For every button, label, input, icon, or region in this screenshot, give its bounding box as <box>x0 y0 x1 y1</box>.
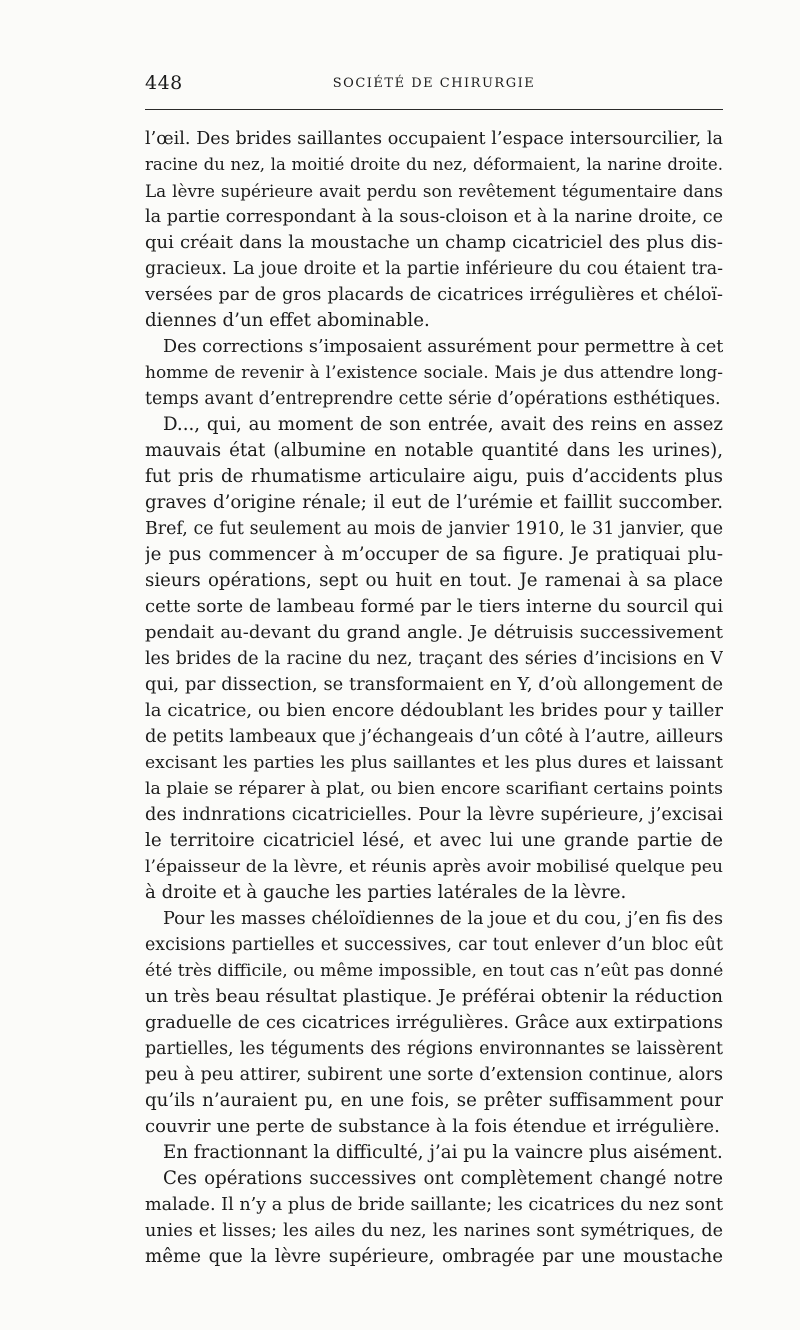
page-header <box>145 72 723 100</box>
text-line: excisions partielles et successives, car tout enlever d’un bloc eût <box>145 935 723 955</box>
text-line: des indnrations cicatricielles. Pour la lèvre supérieure, j’excisai <box>145 804 723 825</box>
text-line: Pour les masses chéloïdiennes de la joue et du cou, j’en fis des <box>163 909 723 929</box>
page-number: 448 <box>145 72 183 94</box>
text-line: qui créait dans la moustache un champ cicatriciel des plus dis- <box>145 232 723 253</box>
text-line: temps avant d’entreprendre cette série d’opérations esthétiques. <box>145 389 721 409</box>
text-line: qui, par dissection, se transformaient en Y, d’où allongement de <box>145 674 723 695</box>
body-text <box>145 126 723 1270</box>
text-line: couvrir une perte de substance à la fois étendue et irrégulière. <box>145 1116 720 1137</box>
text-line: Bref, ce fut seulement au mois de janvier 1910, le 31 janvier, que <box>145 519 723 539</box>
header-rule <box>145 109 723 110</box>
text-line: D..., qui, au moment de son entrée, avait des reins en assez <box>163 414 723 435</box>
text-line: la plaie se réparer à plat, ou bien encore scarifiant certains points <box>145 779 723 799</box>
text-line: graduelle de ces cicatrices irrégulières. Grâce aux extirpations <box>145 1012 723 1033</box>
text-line: Ces opérations successives ont complètement changé notre <box>163 1168 723 1189</box>
text-line: les brides de la racine du nez, traçant des séries d’incisions en V <box>145 649 723 669</box>
text-line: racine du nez, la moitié droite du nez, déformaient, la narine droite. <box>145 155 723 174</box>
text-line: partielles, les téguments des régions environnantes se laissèrent <box>145 1039 723 1059</box>
text-line: pendait au-devant du grand angle. Je détruisis successivement <box>145 622 723 643</box>
text-line: malade. Il n’y a plus de bride saillante; les cicatrices du nez sont <box>145 1195 723 1215</box>
text-line: l’œil. Des brides saillantes occupaient l’espace intersourcilier, la <box>145 129 723 149</box>
text-line: même que la lèvre supérieure, ombragée par une moustache <box>145 1246 723 1267</box>
text-line: de petits lambeaux que j’échangeais d’un côté à l’autre, ailleurs <box>145 726 723 747</box>
text-line: unies et lisses; les ailes du nez, les narines sont symétriques, de <box>145 1221 723 1241</box>
text-line: Des corrections s’imposaient assurément pour permettre à cet <box>163 337 723 357</box>
text-line: homme de revenir à l’existence sociale. Mais je dus attendre long- <box>145 363 723 383</box>
text-line: l’épaisseur de la lèvre, et réunis après avoir mobilisé quelque peu <box>145 857 723 877</box>
text-line: qu’ils n’auraient pu, en une fois, se prêter suffisamment pour <box>145 1090 723 1111</box>
running-title: SOCIÉTÉ DE CHIRURGIE <box>332 76 536 91</box>
text-line: la partie correspondant à la sous-cloison et à la narine droite, ce <box>145 207 723 227</box>
text-line: été très difficile, ou même impossible, en tout cas n’eût pas donné <box>145 961 723 981</box>
text-line: sieurs opérations, sept ou huit en tout. Je ramenai à sa place <box>145 570 723 591</box>
text-line: En fractionnant la difficulté, j’ai pu la vaincre plus aisément. <box>163 1142 723 1163</box>
text-line: gracieux. La joue droite et la partie inférieure du cou étaient tra- <box>145 259 723 279</box>
text-line: fut pris de rhumatisme articulaire aigu, puis d’accidents plus <box>145 466 723 487</box>
text-line: le territoire cicatriciel lésé, et avec lui une grande partie de <box>145 830 723 851</box>
text-line: je pus commencer à m’occuper de sa figure. Je pratiquai plu- <box>145 544 723 565</box>
text-line: peu à peu attirer, subirent une sorte d’extension continue, alors <box>145 1064 723 1085</box>
text-line: diennes d’un effet abominable. <box>145 310 430 331</box>
text-line: excisant les parties les plus saillantes et les plus dures et laissant <box>145 753 723 773</box>
text-line: La lèvre supérieure avait perdu son revêtement tégumentaire dans <box>145 181 723 201</box>
text-line: mauvais état (albumine en notable quantité dans les urines), <box>145 440 723 461</box>
text-line: versées par de gros placards de cicatrices irrégulières et chéloï- <box>145 285 723 305</box>
text-line: cette sorte de lambeau formé par le tiers interne du sourcil qui <box>145 596 723 617</box>
text-line: à droite et à gauche les parties latérales de la lèvre. <box>145 882 627 903</box>
text-line: graves d’origine rénale; il eut de l’urémie et faillit succomber. <box>145 492 723 513</box>
text-line: un très beau résultat plastique. Je préférai obtenir la réduction <box>145 986 723 1007</box>
text-line: la cicatrice, ou bien encore dédoublant les brides pour y tailler <box>145 700 723 721</box>
